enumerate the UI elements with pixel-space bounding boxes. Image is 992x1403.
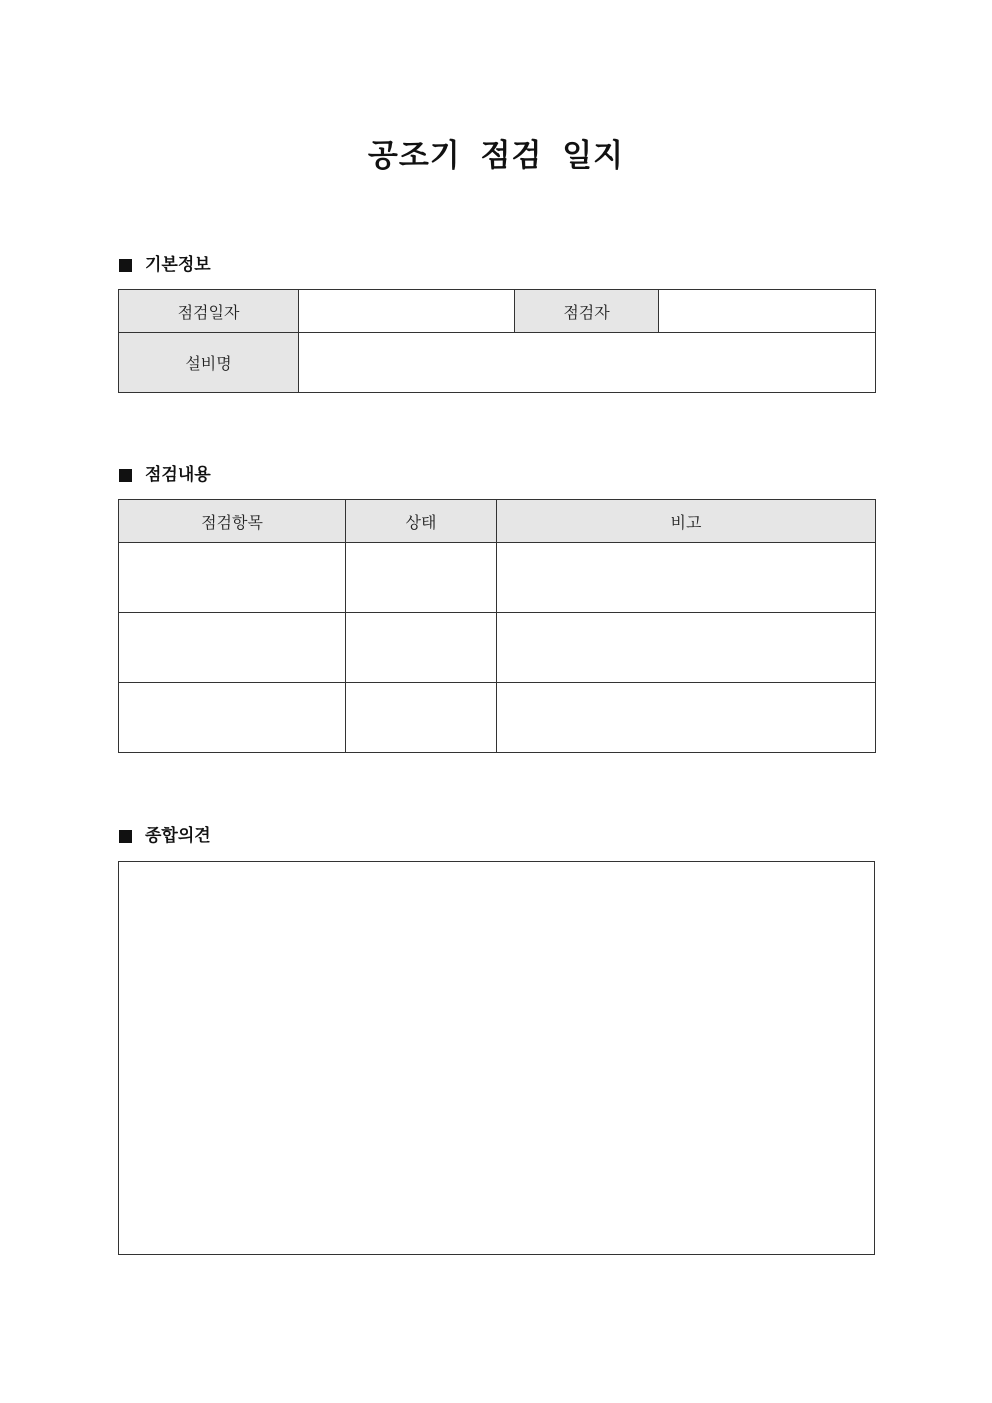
equipment-name-label: 설비명 [119,333,299,393]
column-header-item: 점검항목 [119,500,346,543]
page-title: 공조기 점검 일지 [367,138,625,174]
square-bullet-icon [119,469,132,482]
section-heading-basic-info [119,253,211,277]
section-heading-label: 기본정보 [145,255,211,275]
section-heading-opinion [119,824,211,848]
square-bullet-icon [119,830,132,843]
table-header-row [119,500,876,543]
equipment-name-field[interactable] [299,333,876,393]
column-header-status: 상태 [346,500,497,543]
square-bullet-icon [119,259,132,272]
table-row [119,333,876,393]
table-row [119,543,876,613]
remarks-cell[interactable] [497,683,876,753]
status-cell[interactable] [346,613,497,683]
section-heading-label: 종합의견 [145,826,211,846]
item-cell[interactable] [119,613,346,683]
table-row [119,613,876,683]
section-heading-label: 점검내용 [145,465,211,485]
basic-info-table [118,289,876,393]
section-heading-inspection [119,463,211,487]
status-cell[interactable] [346,683,497,753]
status-cell[interactable] [346,543,497,613]
inspector-field[interactable] [659,290,876,333]
remarks-cell[interactable] [497,613,876,683]
table-row [119,683,876,753]
overall-opinion-field[interactable] [118,861,875,1255]
column-header-remarks: 비고 [497,500,876,543]
inspection-table [118,499,876,753]
remarks-cell[interactable] [497,543,876,613]
inspector-label: 점검자 [515,290,659,333]
inspection-date-field[interactable] [299,290,515,333]
item-cell[interactable] [119,683,346,753]
table-row [119,290,876,333]
item-cell[interactable] [119,543,346,613]
inspection-date-label: 점검일자 [119,290,299,333]
